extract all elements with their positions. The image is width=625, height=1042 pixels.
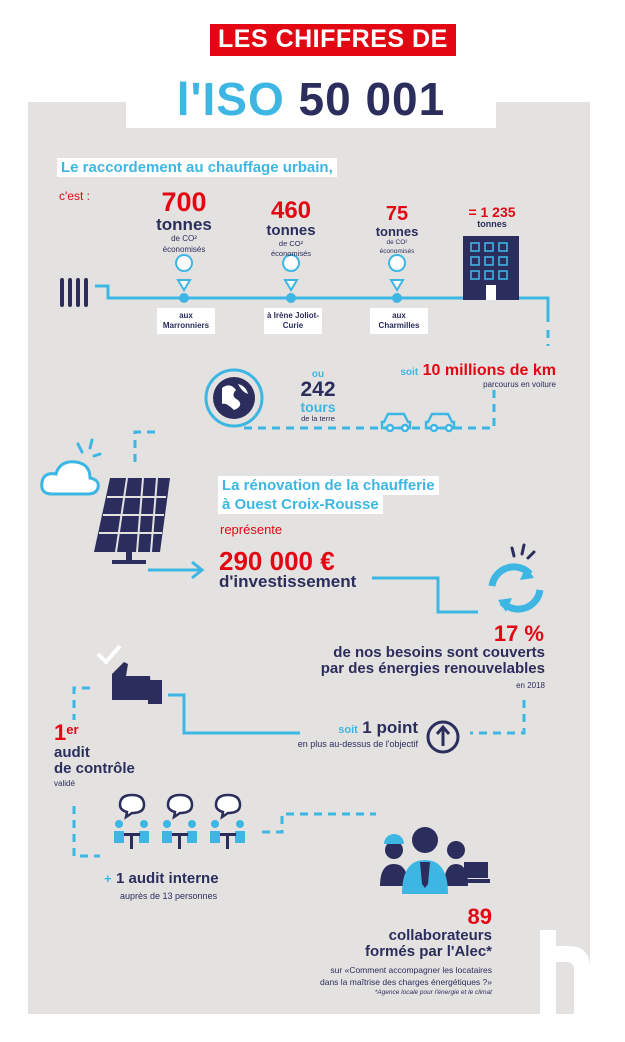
stat-sub: de CO² xyxy=(386,239,408,246)
first-audit xyxy=(54,722,135,791)
renewable-percent: 17 % xyxy=(493,621,544,646)
internal-audit-value: 1 audit interne xyxy=(116,870,219,887)
km-sub: parcourus en voiture xyxy=(483,380,556,389)
tours-prefix: ou xyxy=(311,369,325,380)
first-audit-num: 1 xyxy=(54,720,67,745)
trained-sub1: sur «Comment accompagner les locataires xyxy=(330,965,492,975)
header-title-number: 50 001 xyxy=(298,73,446,125)
total-value: = 1 235 xyxy=(468,204,516,220)
internal-audit-plus: + xyxy=(104,871,112,886)
point-sub: en plus au-dessus de l'objectif xyxy=(297,739,418,749)
stat-unit: tonnes xyxy=(156,215,212,234)
place-tag: aux Charmilles xyxy=(370,308,428,334)
meeting-icon xyxy=(114,795,245,849)
stat-joliot-curie xyxy=(241,198,341,258)
place-tag: à Irène Joliot-Curie xyxy=(264,308,322,334)
header-title-prefix: l'ISO xyxy=(176,73,285,125)
building-icon xyxy=(463,236,519,300)
first-audit-sup: er xyxy=(66,722,79,737)
trained-line1: collaborateurs xyxy=(388,927,492,944)
stat-value: 700 xyxy=(161,187,207,217)
location-pin-icon xyxy=(176,255,405,302)
investment-sub: d'investissement xyxy=(219,572,357,591)
brand-logo-mark xyxy=(540,930,590,1014)
place-tag: aux Marronniers xyxy=(157,308,215,334)
stat-sub: économisés xyxy=(162,245,206,254)
solar-panel-icon xyxy=(94,478,170,564)
stat-unit: tonnes xyxy=(266,222,316,239)
renovation-title-line1: La rénovation de la chaufferie xyxy=(218,476,439,495)
trained-value: 89 xyxy=(467,904,492,929)
radiator-icon xyxy=(62,280,86,305)
internal-audit xyxy=(104,870,219,888)
stat-charmilles xyxy=(356,204,438,256)
km-prefix: soit xyxy=(400,367,419,378)
renovation-intro: représente xyxy=(220,522,283,537)
header-line1: LES CHIFFRES DE xyxy=(210,24,456,56)
first-audit-line2: de contrôle xyxy=(54,760,135,777)
header-title xyxy=(126,70,496,128)
total-unit: tonnes xyxy=(477,219,507,229)
footnote: *Agence locale pour l'énergie et le climat xyxy=(374,989,492,996)
stat-marronniers xyxy=(134,188,234,255)
total-tonnes xyxy=(452,205,532,230)
tours-value: 242 xyxy=(300,378,336,401)
investment-amount: 290 000 € xyxy=(219,546,335,576)
stat-value: 460 xyxy=(270,197,312,224)
stat-sub: économisés xyxy=(270,249,312,258)
stat-sub: économisés xyxy=(379,248,415,255)
stat-sub: de CO² xyxy=(171,234,197,243)
first-audit-sub: validé xyxy=(54,779,75,788)
stat-sub: de CO² xyxy=(278,239,304,248)
point-prefix: soit xyxy=(338,724,358,736)
point-above-target xyxy=(240,718,418,750)
renewable-icon xyxy=(492,545,540,612)
chauffage-title: Le raccordement au chauffage urbain, xyxy=(57,158,337,177)
renewable-line2: par des énergies renouvelables xyxy=(320,660,545,677)
point-value: 1 point xyxy=(362,718,418,737)
cloud-sun-icon xyxy=(42,440,100,494)
tours-equivalent xyxy=(292,370,344,424)
trained-line2: formés par l'Alec* xyxy=(365,943,492,960)
internal-audit-sub: auprès de 13 personnes xyxy=(120,891,218,901)
stat-unit: tonnes xyxy=(375,224,419,239)
globe-icon xyxy=(206,370,262,426)
km-equivalent xyxy=(360,362,556,390)
chauffage-intro: c'est : xyxy=(59,189,90,203)
trained-sub2: dans la maîtrise des charges énergétiques ?» xyxy=(320,977,492,987)
collaborators-icon xyxy=(380,827,490,894)
thumbs-up-icon xyxy=(98,646,162,704)
tours-sub: de la terre xyxy=(301,414,335,423)
renewable-line1: de nos besoins sont couverts xyxy=(333,644,545,661)
renovation-title-line2: à Ouest Croix-Rousse xyxy=(218,495,383,514)
trained-collaborators xyxy=(270,905,492,998)
km-value: 10 millions de km xyxy=(422,362,556,379)
renewable-year: en 2018 xyxy=(516,681,545,690)
arrow-up-icon xyxy=(428,722,458,752)
first-audit-line1: audit xyxy=(54,744,90,761)
stat-value: 75 xyxy=(385,203,409,225)
tours-unit: tours xyxy=(300,399,336,415)
